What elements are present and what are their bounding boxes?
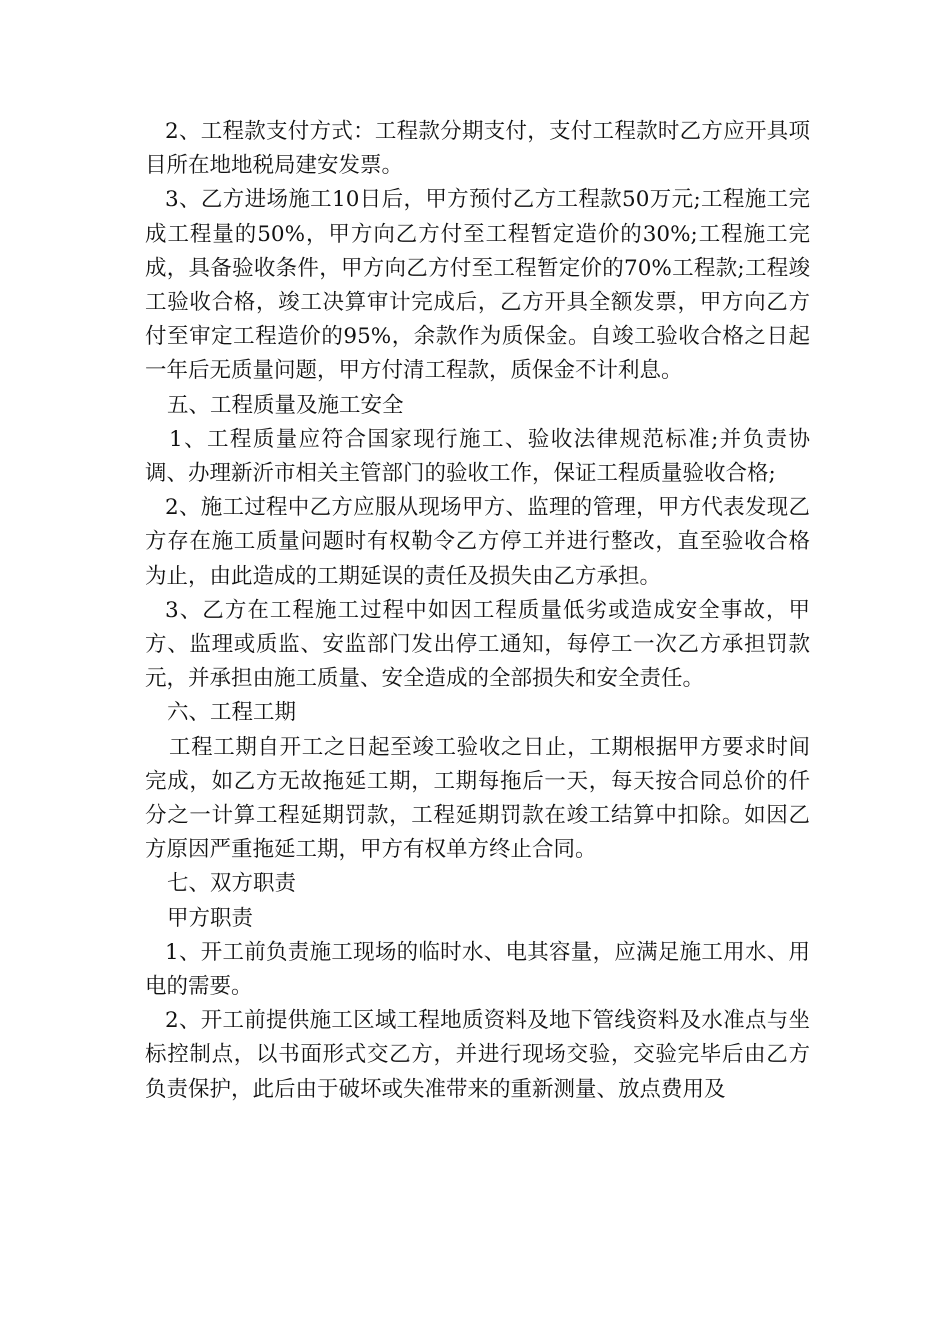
quality-standard-clause: 1、工程质量应符合国家现行施工、验收法律规范标准;并负责协调、办理新沂市相关主管部门的验收工作，保证工程质量验收合格;	[145, 426, 810, 487]
utilities-duty-clause: 1、开工前负责施工现场的临时水、电其容量，应满足施工用水、用电的需要。	[145, 939, 810, 1000]
payment-method-clause: 2、工程款支付方式：工程款分期支付，支付工程款时乙方应开具项目所在地地税局建安发票。	[145, 119, 810, 179]
supervision-clause: 2、施工过程中乙方应服从现场甲方、监理的管理，甲方代表发现乙方存在施工质量问题时有权勒令乙方停工并进行整改，直至验收合格为止，由此造成的工期延误的责任及损失由乙方承担。	[145, 495, 810, 589]
section-heading-quality-safety: 五、工程质量及施工安全	[167, 392, 404, 418]
section-heading-schedule: 六、工程工期	[167, 700, 297, 726]
schedule-clause: 工程工期自开工之日起至竣工验收之日止，工期根据甲方要求时间完成，如乙方无故拖延工期，工期每拖后一天，每天按合同总价的仟分之一计算工程延期罚款，工程延期罚款在竣工结算中扣除。如因乙方原因严重拖延工期，甲方有权单方终止合同。	[145, 734, 810, 863]
safety-penalty-clause: 3、乙方在工程施工过程中如因工程质量低劣或造成安全事故，甲方、监理或质监、安监部门发出停工通知，每停工一次乙方承担罚款元，并承担由施工质量、安全造成的全部损失和安全责任。	[145, 597, 810, 692]
payment-schedule-clause: 3、乙方进场施工10日后，甲方预付乙方工程款50万元;工程施工完成工程量的50%，甲方向乙方付至工程暂定造价的30%;工程施工完成，具备验收条件，甲方向乙方付至工程暂定价的70%工程款;工程竣工验收合格，竣工决算审计完成后，乙方开具全额发票，甲方向乙方付至审定工程造价的95%，余款作为质保金。自竣工验收合格之日起一年后无质量问题，甲方付清工程款，质保金不计利息。	[145, 187, 810, 384]
survey-data-duty-clause: 2、开工前提供施工区域工程地质资料及地下管线资料及水准点与坐标控制点，以书面形式交乙方，并进行现场交验，交验完毕后由乙方负责保护，此后由于破坏或失准带来的重新测量、放点费用及	[145, 1008, 810, 1102]
subheading-party-a-duties: 甲方职责	[167, 905, 254, 931]
document-page	[145, 115, 810, 1107]
section-heading-responsibilities: 七、双方职责	[167, 871, 297, 897]
